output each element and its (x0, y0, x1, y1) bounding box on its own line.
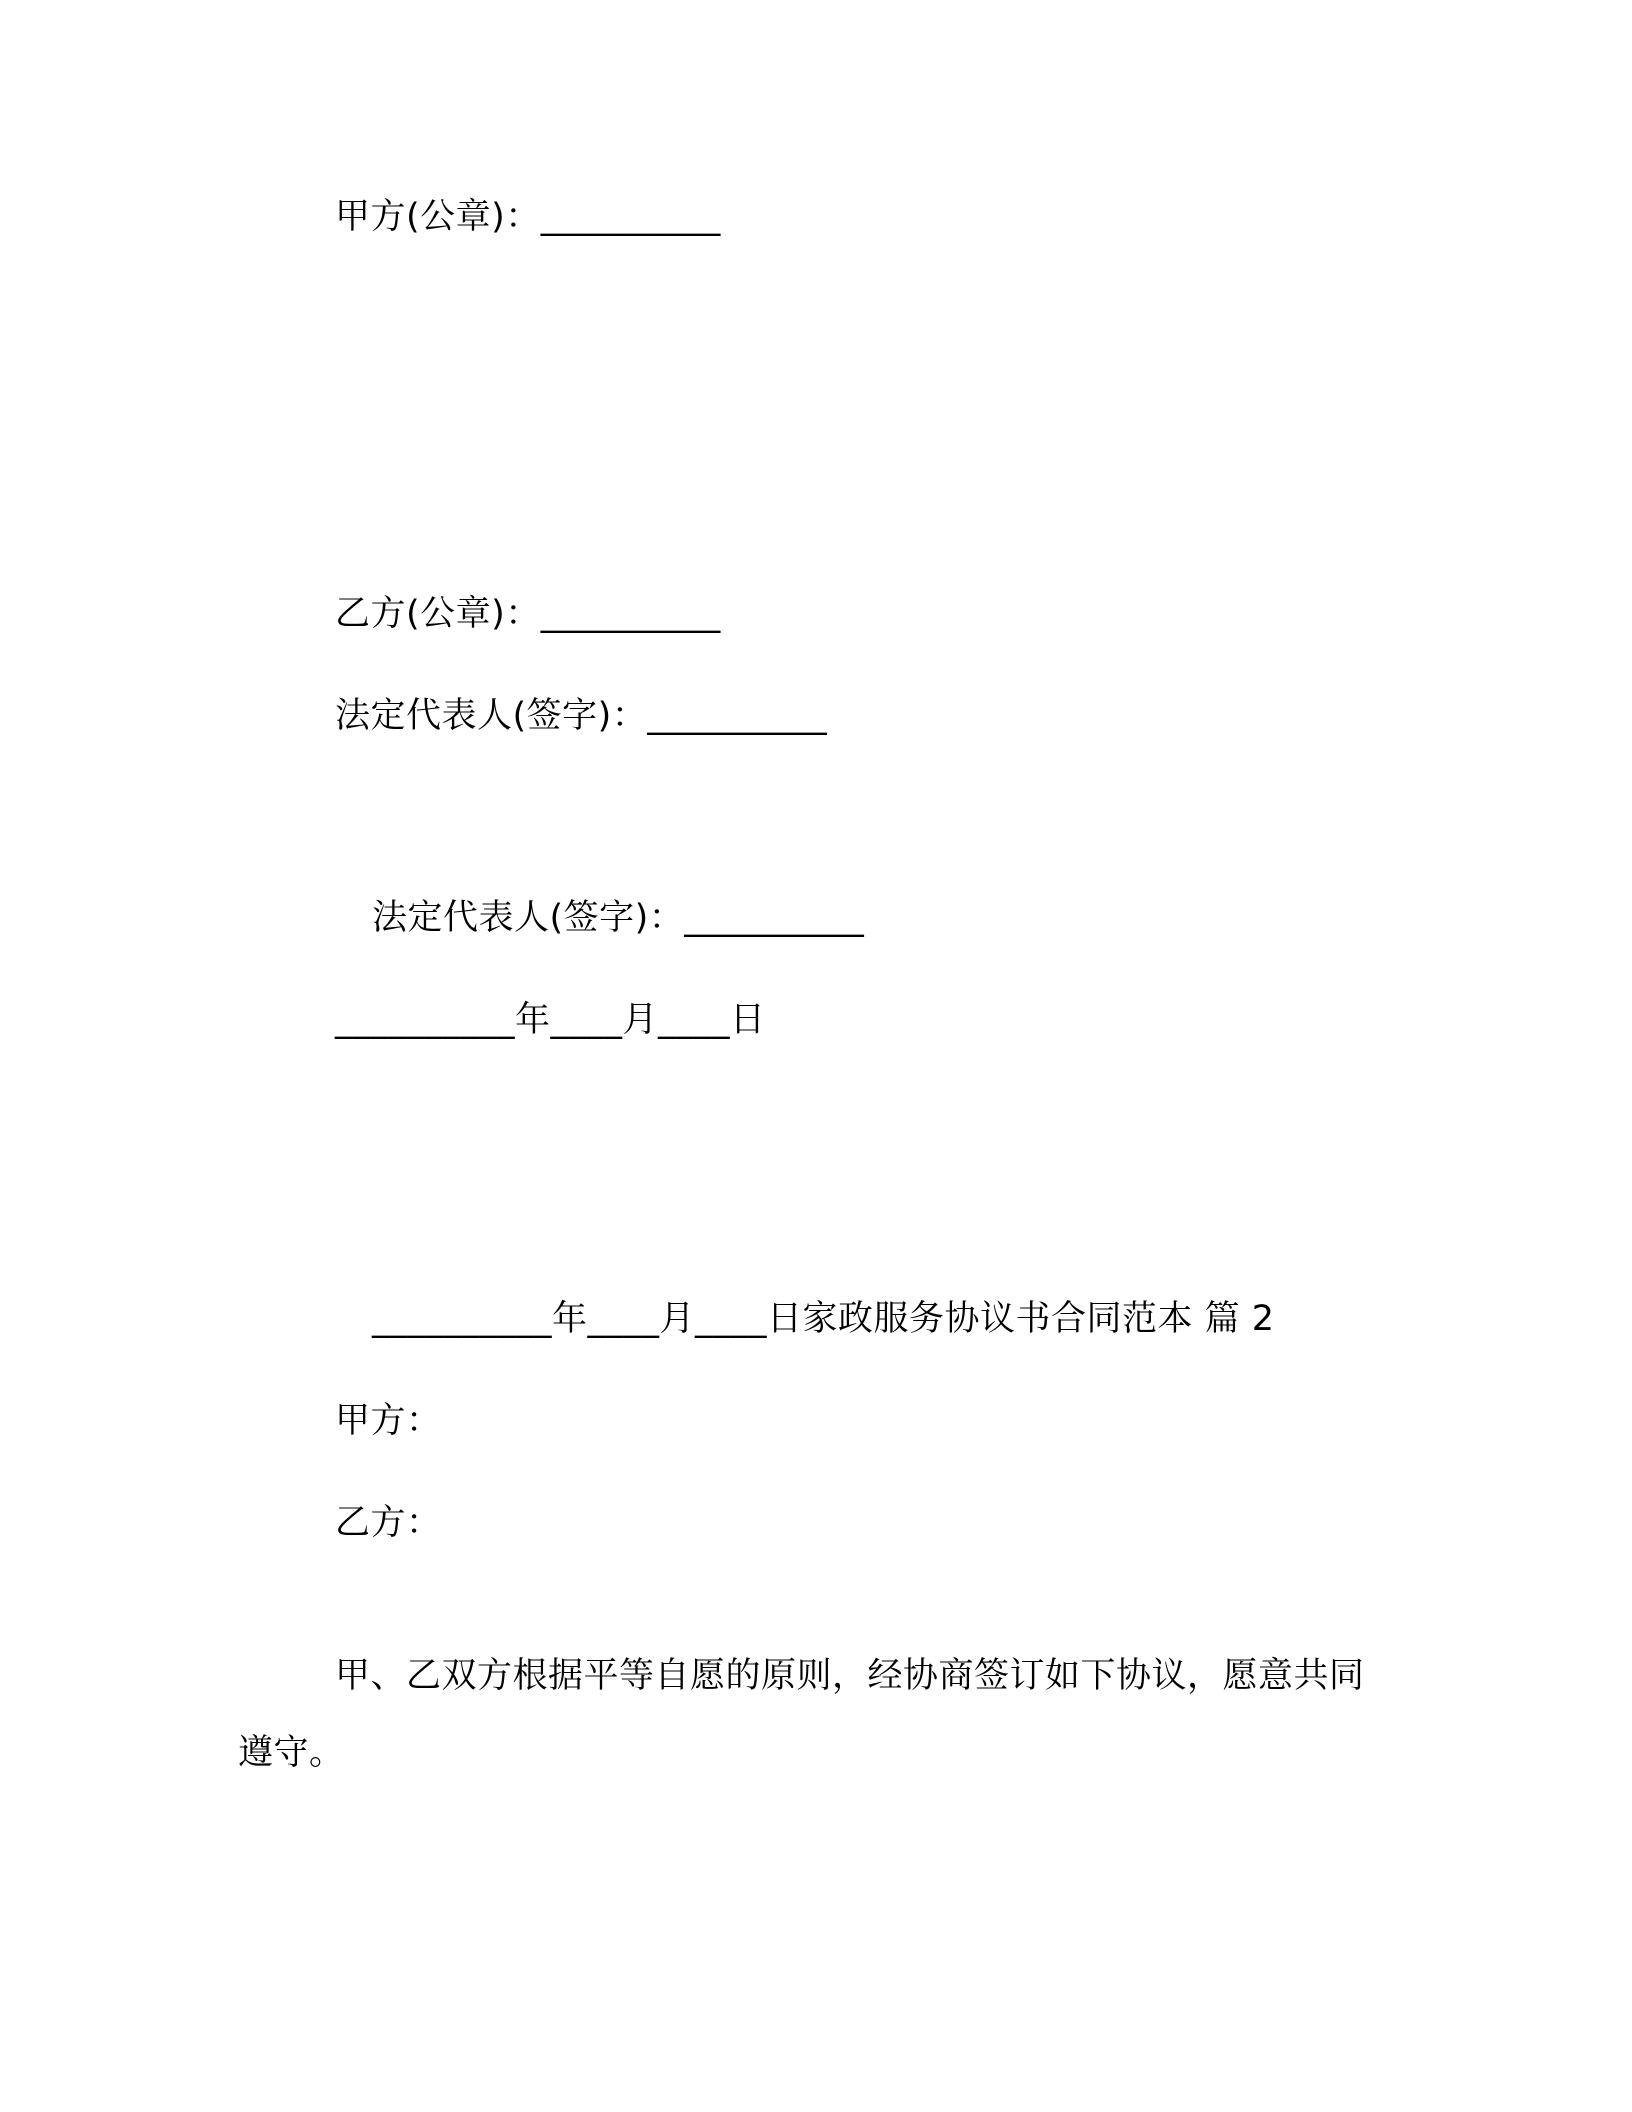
legal-representative-signature-line-2: 法定代表人(签字)：__________ (372, 898, 865, 938)
legal-representative-signature-line: 法定代表人(签字)：__________ (335, 696, 828, 736)
party-b-seal-line: 乙方(公章)：__________ (335, 594, 721, 634)
party-b-label: 乙方： (335, 1503, 442, 1543)
party-a-label: 甲方： (335, 1401, 442, 1441)
signing-date-line: __________年____月____日 (335, 1000, 766, 1040)
party-a-seal-line: 甲方(公章)：__________ (335, 197, 721, 237)
section-title: __________年____月____日家政服务协议书合同范本 篇 2 (372, 1299, 1275, 1339)
agreement-intro-paragraph: 甲、乙双方根据平等自愿的原则，经协商签订如下协议，愿意共同遵守。 (238, 1656, 1365, 1773)
